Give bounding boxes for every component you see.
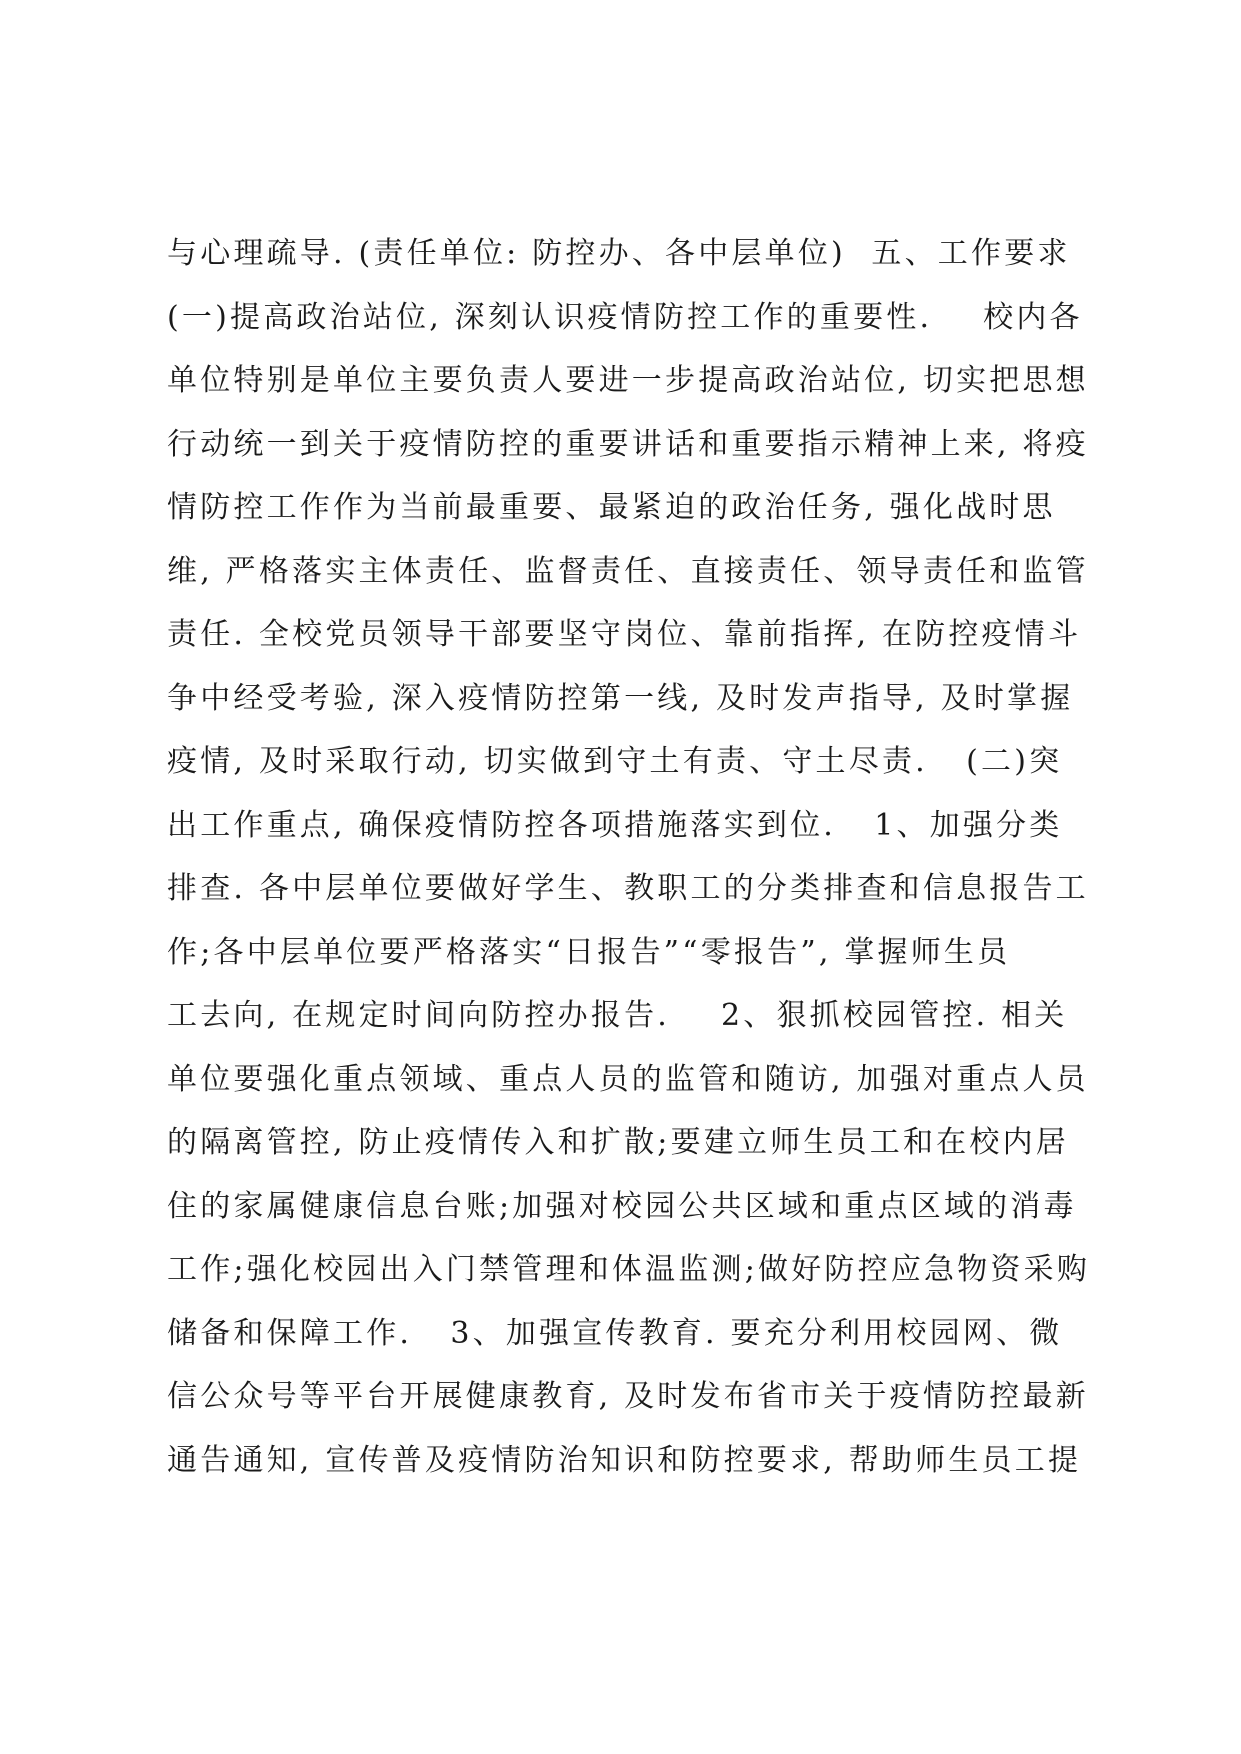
text-line: 情防控工作作为当前最重要、最紧迫的政治任务, 强化战时思: [167, 490, 1056, 525]
text-line: 出工作重点, 确保疫情防控各项措施落实到位. 1、加强分类: [167, 807, 1063, 843]
text-line: 维, 严格落实主体责任、监督责任、直接责任、领导责任和监管: [167, 553, 1089, 589]
text-line: 排查. 各中层单位要做好学生、教职工的分类排查和信息报告工: [167, 871, 1089, 906]
text-line: 的隔离管控, 防止疫情传入和扩散;要建立师生员工和在校内居: [167, 1125, 1069, 1160]
text-line: 疫情, 及时采取行动, 切实做到守土有责、守土尽责. (二)突: [167, 744, 1063, 779]
text-line: 争中经受考验, 深入疫情防控第一线, 及时发声指导, 及时掌握: [167, 680, 1074, 716]
text-line: (一)提高政治站位, 深刻认识疫情防控工作的重要性. 校内各: [167, 299, 1083, 335]
text-line: 通告通知, 宣传普及疫情防治知识和防控要求, 帮助师生员工提: [167, 1442, 1082, 1478]
text-line: 作;各中层单位要严格落实“日报告”“零报告”, 掌握师生员: [167, 934, 1011, 970]
text-line: 单位要强化重点领域、重点人员的监管和随访, 加强对重点人员: [167, 1061, 1089, 1097]
text-line: 单位特别是单位主要负责人要进一步提高政治站位, 切实把思想: [167, 363, 1089, 398]
body-text: [167, 222, 1097, 1492]
text-line: 工作;强化校园出入门禁管理和体温监测;做好防控应急物资采购: [167, 1252, 1091, 1287]
text-line: 责任. 全校党员领导干部要坚守岗位、靠前指挥, 在防控疫情斗: [167, 617, 1082, 652]
text-line: 与心理疏导. (责任单位: 防控办、各中层单位) 五、工作要求: [167, 236, 1071, 271]
text-line: 工去向, 在规定时间向防控办报告. 2、狠抓校园管控. 相关: [167, 998, 1068, 1033]
text-line: 储备和保障工作. 3、加强宣传教育. 要充分利用校园网、微: [167, 1315, 1063, 1351]
text-line: 信公众号等平台开展健康教育, 及时发布省市关于疫情防控最新: [167, 1379, 1089, 1414]
text-line: 住的家属健康信息台账;加强对校园公共区域和重点区域的消毒: [167, 1188, 1077, 1224]
text-line: 行动统一到关于疫情防控的重要讲话和重要指示精神上来, 将疫: [167, 426, 1089, 462]
